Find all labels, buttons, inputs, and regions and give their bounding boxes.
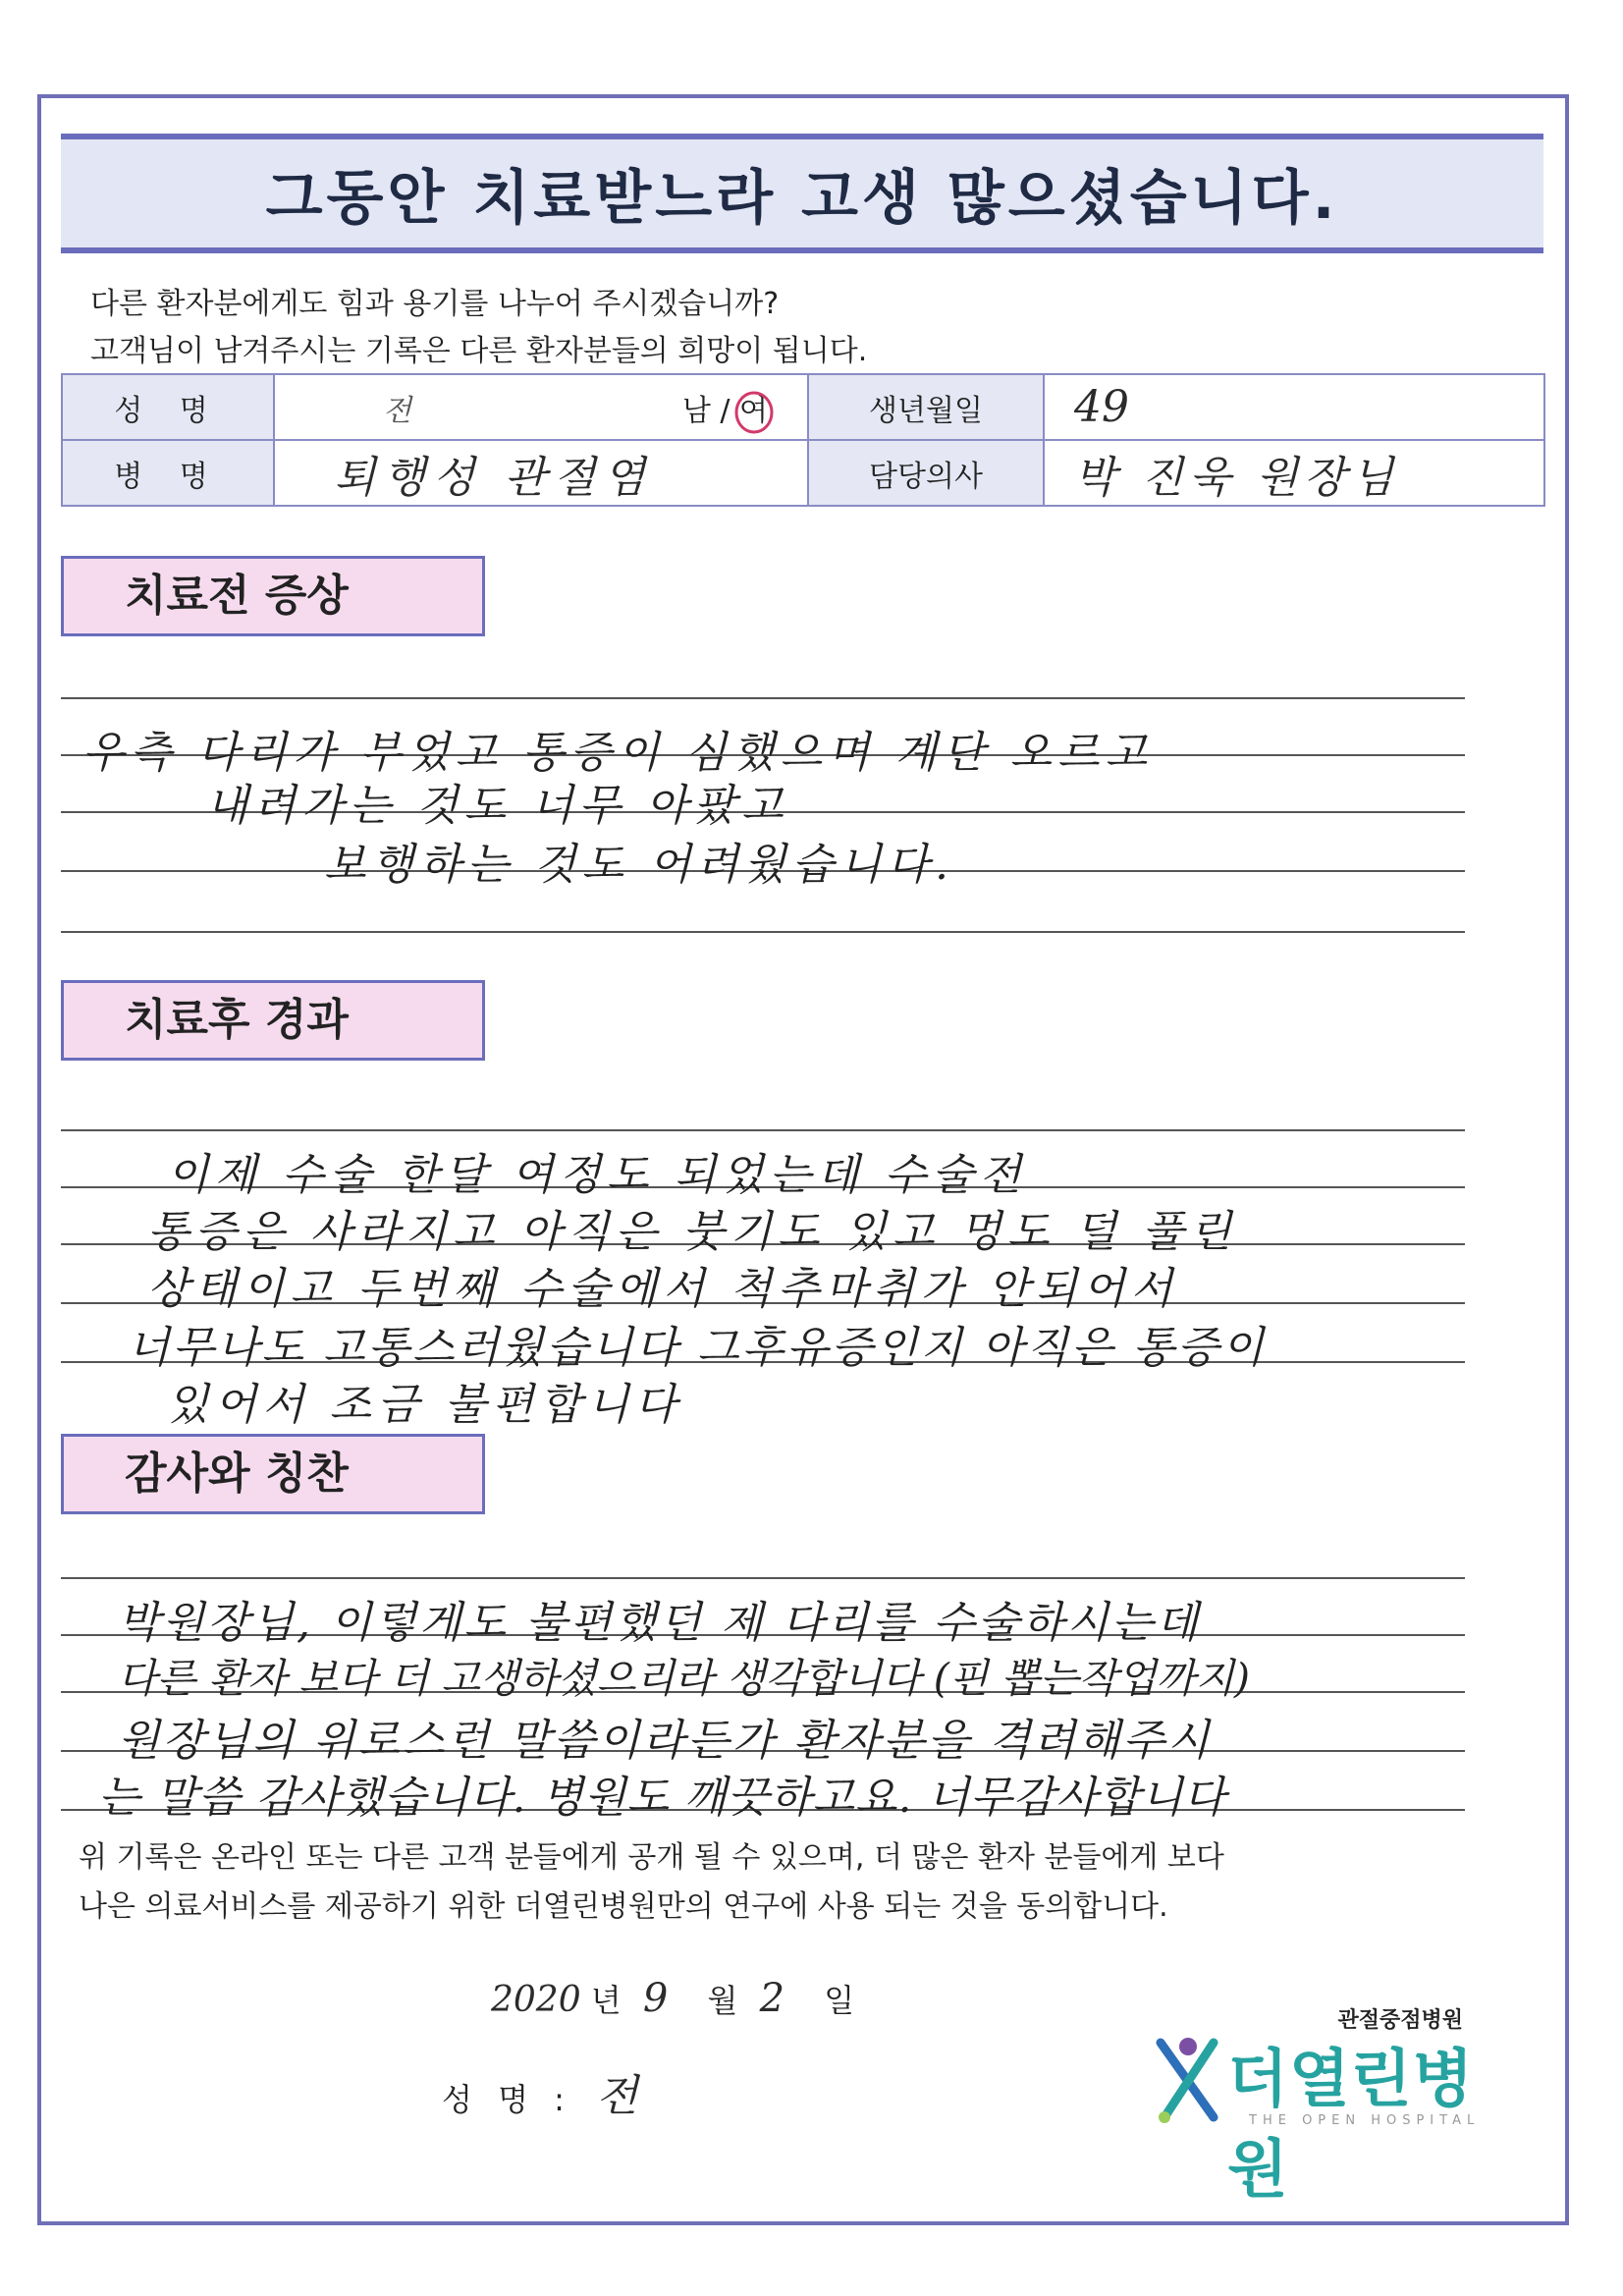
section-heading-after: 치료후 경과 <box>61 980 485 1061</box>
ruled-line <box>61 1577 1465 1579</box>
date-day-suffix: 일 <box>824 1982 855 2019</box>
name-value: 전 <box>383 393 411 428</box>
ruled-line <box>61 697 1465 699</box>
disease-cell <box>274 440 808 506</box>
signature-date <box>491 1976 854 2021</box>
hospital-logo-mark-icon <box>1151 2033 1229 2131</box>
before-line-1: 우측 다리가 부었고 통증이 심했으며 계단 오르고 <box>82 728 1153 778</box>
thanks-line-2: 다른 환자 보다 더 고생하셨으리라 생각합니다 (핀 뽑는작업까지) <box>118 1655 1250 1702</box>
intro-line-1: 다른 환자분에게도 힘과 용기를 나누어 주시겠습니까? <box>90 287 780 321</box>
thanks-line-3: 원장님의 위로스런 말씀이라든가 환자분을 격려해주시 <box>118 1716 1213 1766</box>
date-month: 9 <box>642 1976 669 2021</box>
thanks-line-4: 는 말씀 감사했습니다. 병원도 깨끗하고요. 너무감사합니다 <box>98 1773 1226 1823</box>
signature-row <box>442 2060 638 2123</box>
doctor-cell <box>1044 440 1544 506</box>
consent-line-2: 나은 의료서비스를 제공하기 위한 더열린병원만의 연구에 사용 되는 것을 동의합니다. <box>79 1889 1168 1924</box>
page-title: 그동안 치료받느라 고생 많으셨습니다. <box>265 164 1339 233</box>
date-day: 2 <box>759 1976 785 2021</box>
before-line-3: 보행하는 것도 어려웠습니다. <box>324 840 955 890</box>
hospital-english-name: THE OPEN HOSPITAL <box>1249 2113 1481 2128</box>
hospital-name: 더열린병원 <box>1227 2044 1475 2207</box>
dob-value: 49 <box>1074 382 1129 432</box>
hospital-subtitle: 관절중점병원 <box>1337 2008 1463 2033</box>
date-month-suffix: 월 <box>707 1982 738 2019</box>
after-line-3: 상태이고 두번째 수술에서 척추마취가 안되어서 <box>147 1264 1179 1314</box>
intro-line-2: 고객님이 남겨주시는 기록은 다른 환자분들의 희망이 됩니다. <box>90 334 868 368</box>
after-line-5: 있어서 조금 불편합니다 <box>167 1380 683 1430</box>
gender-circle-mark <box>725 389 784 438</box>
after-line-1: 이제 수술 한달 여정도 되었는데 수술전 <box>167 1150 1027 1200</box>
gender-options: 남 / 여 <box>681 393 768 428</box>
patient-info-table <box>61 373 1545 507</box>
signature-label: 성 명 : <box>442 2081 572 2118</box>
before-line-2: 내려가는 것도 너무 아팠고 <box>206 781 789 831</box>
disease-label: 병 명 <box>62 440 274 506</box>
consent-line-1: 위 기록은 온라인 또는 다른 고객 분들에게 공개 될 수 있으며, 더 많은 환자 분들에게 보다 <box>79 1840 1224 1875</box>
name-label: 성 명 <box>62 374 274 440</box>
ruled-line <box>61 1129 1465 1131</box>
date-year-suffix: 년 <box>590 1982 622 2019</box>
thanks-line-1: 박원장님, 이렇게도 불편했던 제 다리를 수술하시는데 <box>118 1598 1202 1648</box>
section-heading-before: 치료전 증상 <box>61 556 485 636</box>
after-line-4: 너무나도 고통스러웠습니다 그후유증인지 아직은 통증이 <box>128 1323 1268 1373</box>
ruled-line <box>61 931 1465 933</box>
signature-value: 전 <box>596 2071 638 2121</box>
after-line-2: 통증은 사라지고 아직은 붓기도 있고 멍도 덜 풀린 <box>147 1207 1237 1257</box>
title-banner <box>61 134 1543 253</box>
disease-value: 퇴행성 관절염 <box>334 452 654 503</box>
dob-label: 생년월일 <box>808 374 1044 440</box>
doctor-value: 박 진욱 원장님 <box>1074 452 1399 503</box>
dob-cell <box>1044 374 1544 440</box>
date-year: 2020 <box>491 1980 581 2020</box>
section-heading-thanks: 감사와 칭찬 <box>61 1434 485 1514</box>
doctor-label: 담당의사 <box>808 440 1044 506</box>
hospital-logo <box>1151 2003 1485 2207</box>
